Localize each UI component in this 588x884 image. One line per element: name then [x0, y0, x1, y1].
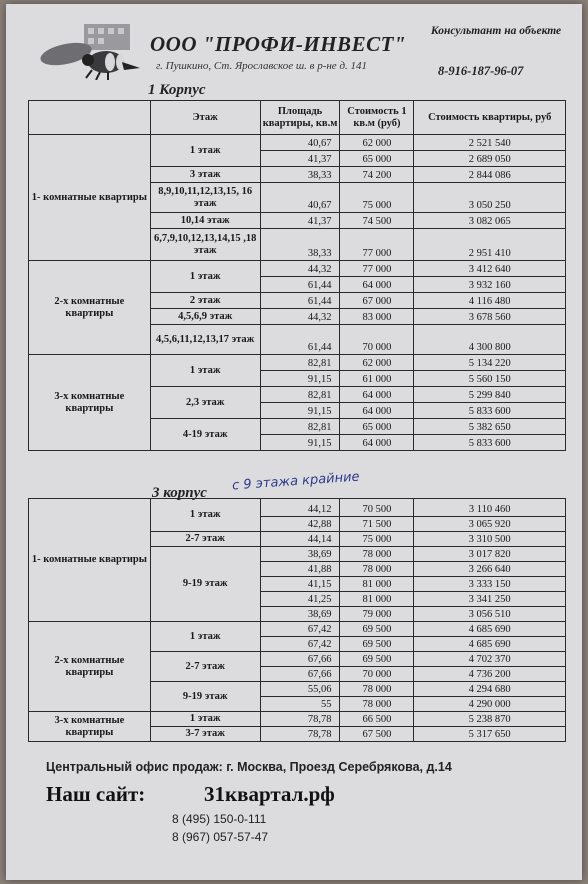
apartment-type-cell: 1- комнатные квартиры	[29, 499, 151, 622]
floor-cell: 9-19 этаж	[150, 547, 260, 622]
area-cell: 40,67	[260, 135, 340, 151]
price-per-m2-cell: 61 000	[340, 371, 414, 387]
price-per-m2-cell: 64 000	[340, 387, 414, 403]
apartment-type-cell: 2-х комнатные квартиры	[29, 261, 151, 355]
price-per-m2-cell: 77 000	[340, 261, 414, 277]
handwritten-note: с 9 этажа крайние	[231, 469, 361, 494]
price-per-m2-cell: 65 000	[340, 151, 414, 167]
price-per-m2-cell: 66 500	[340, 712, 414, 727]
floor-cell: 4,5,6,9 этаж	[150, 309, 260, 325]
area-cell: 38,69	[260, 607, 340, 622]
floor-cell: 4-19 этаж	[150, 419, 260, 451]
floor-cell: 1 этаж	[150, 622, 260, 652]
price-per-m2-cell: 83 000	[340, 309, 414, 325]
website-label: Наш сайт:	[46, 782, 146, 806]
floor-cell: 1 этаж	[150, 712, 260, 727]
header-price-m2: Стоимость 1 кв.м (руб)	[340, 101, 414, 135]
area-cell: 67,42	[260, 637, 340, 652]
total-price-cell: 3 056 510	[414, 607, 566, 622]
area-cell: 44,32	[260, 261, 340, 277]
table-row	[29, 261, 566, 277]
table-header-row	[29, 101, 566, 135]
area-cell: 61,44	[260, 277, 340, 293]
total-price-cell: 2 689 050	[414, 151, 566, 167]
building-1-price-table	[28, 100, 566, 451]
floor-cell: 10,14 этаж	[150, 213, 260, 229]
price-per-m2-cell: 74 200	[340, 167, 414, 183]
price-per-m2-cell: 64 000	[340, 435, 414, 451]
building-3-title: 3 корпус	[152, 485, 207, 501]
area-cell: 41,37	[260, 213, 340, 229]
area-cell: 44,12	[260, 499, 340, 517]
total-price-cell: 4 290 000	[414, 697, 566, 712]
company-name: ООО "ПРОФИ-ИНВЕСТ"	[150, 32, 407, 56]
area-cell: 67,66	[260, 652, 340, 667]
floor-cell: 1 этаж	[150, 355, 260, 387]
price-per-m2-cell: 62 000	[340, 135, 414, 151]
area-cell: 41,25	[260, 592, 340, 607]
total-price-cell: 3 017 820	[414, 547, 566, 562]
area-cell: 41,37	[260, 151, 340, 167]
total-price-cell: 3 110 460	[414, 499, 566, 517]
price-per-m2-cell: 77 000	[340, 229, 414, 261]
total-price-cell: 4 736 200	[414, 667, 566, 682]
total-price-cell: 3 678 560	[414, 309, 566, 325]
price-per-m2-cell: 69 500	[340, 637, 414, 652]
price-per-m2-cell: 70 500	[340, 499, 414, 517]
price-per-m2-cell: 78 000	[340, 697, 414, 712]
floor-cell: 9-19 этаж	[150, 682, 260, 712]
total-price-cell: 4 702 370	[414, 652, 566, 667]
area-cell: 67,66	[260, 667, 340, 682]
price-per-m2-cell: 78 000	[340, 547, 414, 562]
price-per-m2-cell: 75 000	[340, 532, 414, 547]
total-price-cell: 5 382 650	[414, 419, 566, 435]
area-cell: 41,15	[260, 577, 340, 592]
price-per-m2-cell: 67 000	[340, 293, 414, 309]
floor-cell: 1 этаж	[150, 261, 260, 293]
total-price-cell: 4 116 480	[414, 293, 566, 309]
floor-cell: 2-7 этаж	[150, 652, 260, 682]
table-row	[29, 622, 566, 637]
price-per-m2-cell: 62 000	[340, 355, 414, 371]
area-cell: 61,44	[260, 293, 340, 309]
header-floor: Этаж	[150, 101, 260, 135]
price-per-m2-cell: 75 000	[340, 183, 414, 213]
area-cell: 91,15	[260, 371, 340, 387]
area-cell: 82,81	[260, 387, 340, 403]
total-price-cell: 3 065 920	[414, 517, 566, 532]
total-price-cell: 3 082 065	[414, 213, 566, 229]
total-price-cell: 3 310 500	[414, 532, 566, 547]
total-price-cell: 4 300 800	[414, 325, 566, 355]
floor-cell: 2 этаж	[150, 293, 260, 309]
consultant-label: Консультант на объекте	[430, 25, 562, 37]
sales-office-address: Центральный офис продаж: г. Москва, Проезд Серебрякова, д.14	[46, 760, 452, 774]
price-per-m2-cell: 79 000	[340, 607, 414, 622]
price-per-m2-cell: 81 000	[340, 577, 414, 592]
apartment-type-cell: 3-х комнатные квартиры	[29, 355, 151, 451]
table-row	[29, 712, 566, 727]
price-per-m2-cell: 70 000	[340, 325, 414, 355]
area-cell: 61,44	[260, 325, 340, 355]
area-cell: 55,06	[260, 682, 340, 697]
total-price-cell: 5 317 650	[414, 727, 566, 742]
building-3-price-table	[28, 498, 566, 742]
total-price-cell: 4 685 690	[414, 622, 566, 637]
total-price-cell: 3 412 640	[414, 261, 566, 277]
area-cell: 44,14	[260, 532, 340, 547]
floor-cell: 2,3 этаж	[150, 387, 260, 419]
area-cell: 91,15	[260, 403, 340, 419]
company-address: г. Пушкино, Ст. Ярославское ш. в р-не д. 141	[156, 60, 368, 72]
header-area: Площадь квартиры, кв.м	[260, 101, 340, 135]
area-cell: 82,81	[260, 419, 340, 435]
apartment-type-cell: 1- комнатные квартиры	[29, 135, 151, 261]
total-price-cell: 2 951 410	[414, 229, 566, 261]
company-logo-icon	[36, 18, 141, 80]
total-price-cell: 5 238 870	[414, 712, 566, 727]
phone-number: 8 (967) 057-57-47	[172, 830, 269, 844]
phone-number: 8 (495) 150-0-111	[172, 812, 267, 826]
apartment-type-cell: 3-х комнатные квартиры	[29, 712, 151, 742]
price-per-m2-cell: 67 500	[340, 727, 414, 742]
price-per-m2-cell: 71 500	[340, 517, 414, 532]
floor-cell: 6,7,9,10,12,13,14,15 ,18 этаж	[150, 229, 260, 261]
total-price-cell: 5 560 150	[414, 371, 566, 387]
total-price-cell: 2 521 540	[414, 135, 566, 151]
total-price-cell: 5 833 600	[414, 403, 566, 419]
floor-cell: 1 этаж	[150, 135, 260, 167]
price-per-m2-cell: 64 000	[340, 403, 414, 419]
total-price-cell: 3 050 250	[414, 183, 566, 213]
floor-cell: 1 этаж	[150, 499, 260, 532]
price-per-m2-cell: 81 000	[340, 592, 414, 607]
total-price-cell: 3 333 150	[414, 577, 566, 592]
price-per-m2-cell: 64 000	[340, 277, 414, 293]
total-price-cell: 5 833 600	[414, 435, 566, 451]
price-per-m2-cell: 78 000	[340, 682, 414, 697]
area-cell: 44,32	[260, 309, 340, 325]
price-per-m2-cell: 65 000	[340, 419, 414, 435]
header-total: Стоимость квартиры, руб	[414, 101, 566, 135]
total-price-cell: 2 844 086	[414, 167, 566, 183]
total-price-cell: 5 134 220	[414, 355, 566, 371]
price-list-sheet	[6, 4, 582, 880]
total-price-cell: 3 932 160	[414, 277, 566, 293]
table-row	[29, 135, 566, 151]
table-row	[29, 355, 566, 371]
area-cell: 78,78	[260, 712, 340, 727]
total-price-cell: 5 299 840	[414, 387, 566, 403]
floor-cell: 8,9,10,11,12,13,15, 16 этаж	[150, 183, 260, 213]
floor-cell: 4,5,6,11,12,13,17 этаж	[150, 325, 260, 355]
price-per-m2-cell: 69 500	[340, 652, 414, 667]
price-per-m2-cell: 69 500	[340, 622, 414, 637]
area-cell: 41,88	[260, 562, 340, 577]
total-price-cell: 3 341 250	[414, 592, 566, 607]
apartment-type-cell: 2-х комнатные квартиры	[29, 622, 151, 712]
header-empty	[29, 101, 151, 135]
table-row	[29, 499, 566, 517]
floor-cell: 3 этаж	[150, 167, 260, 183]
area-cell: 38,33	[260, 229, 340, 261]
area-cell: 42,88	[260, 517, 340, 532]
price-per-m2-cell: 78 000	[340, 562, 414, 577]
area-cell: 38,33	[260, 167, 340, 183]
area-cell: 78,78	[260, 727, 340, 742]
building-1-title: 1 Корпус	[148, 82, 206, 98]
total-price-cell: 4 685 690	[414, 637, 566, 652]
consultant-phone: 8-916-187-96-07	[438, 64, 524, 78]
area-cell: 91,15	[260, 435, 340, 451]
price-per-m2-cell: 74 500	[340, 213, 414, 229]
price-per-m2-cell: 70 000	[340, 667, 414, 682]
area-cell: 55	[260, 697, 340, 712]
floor-cell: 3-7 этаж	[150, 727, 260, 742]
total-price-cell: 4 294 680	[414, 682, 566, 697]
area-cell: 82,81	[260, 355, 340, 371]
area-cell: 67,42	[260, 622, 340, 637]
floor-cell: 2-7 этаж	[150, 532, 260, 547]
area-cell: 40,67	[260, 183, 340, 213]
website-link[interactable]: 31квартал.рф	[204, 782, 335, 806]
total-price-cell: 3 266 640	[414, 562, 566, 577]
area-cell: 38,69	[260, 547, 340, 562]
